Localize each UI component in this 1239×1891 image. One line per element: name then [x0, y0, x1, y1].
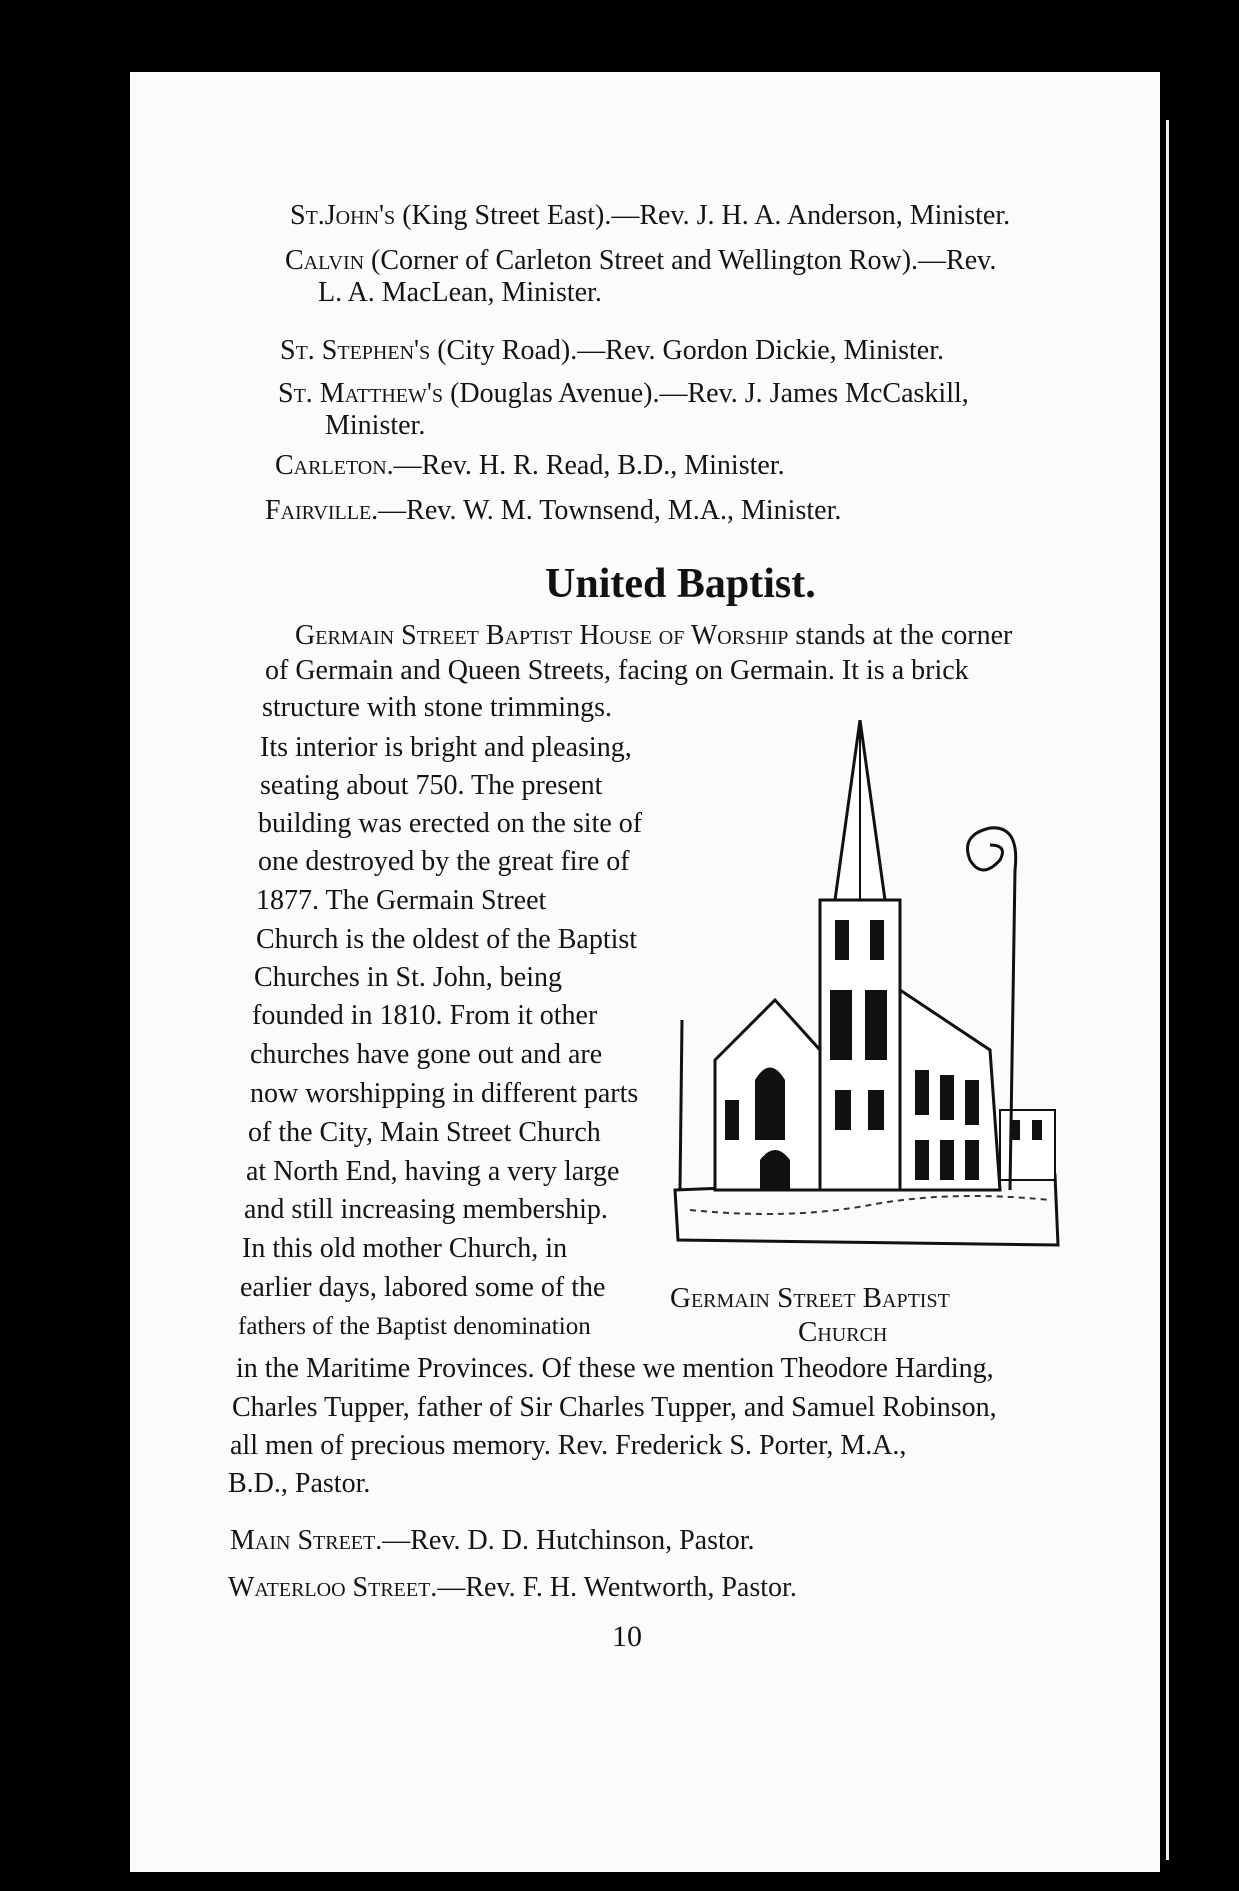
entry-st-johns: St.John's (King Street East).—Rev. J. H. A. Anderson, Minister. — [290, 200, 1011, 231]
intro-line-3: structure with stone trimmings. — [262, 692, 612, 723]
entry-st-stephens: St. Stephen's (City Road).—Rev. Gordon Dickie, Minister. — [280, 335, 944, 366]
column-line: seating about 750. The present — [260, 770, 603, 801]
column-line: one destroyed by the great fire of — [258, 846, 630, 877]
column-line: founded in 1810. From it other — [252, 1000, 598, 1031]
column-line: churches have gone out and are — [250, 1039, 603, 1070]
column-line: building was erected on the site of — [258, 808, 643, 839]
entry-waterloo-street: Waterloo Street.—Rev. F. H. Wentworth, Pastor. — [228, 1572, 797, 1603]
column-line: In this old mother Church, in — [242, 1233, 568, 1264]
section-heading: United Baptist. — [545, 561, 816, 607]
illustration-caption-line-2: Church — [798, 1316, 888, 1348]
entry-calvin-cont: L. A. MacLean, Minister. — [318, 277, 602, 308]
entry-main-street: Main Street.—Rev. D. D. Hutchinson, Pastor. — [230, 1525, 755, 1556]
body-line: all men of precious memory. Rev. Frederick S. Porter, M.A., — [230, 1430, 907, 1461]
intro-line-2: of Germain and Queen Streets, facing on Germain. It is a brick — [265, 655, 969, 686]
entry-st-matthews: St. Matthew's (Douglas Avenue).—Rev. J. James McCaskill, — [278, 378, 969, 409]
column-line: of the City, Main Street Church — [248, 1117, 601, 1148]
illustration-caption-line-1: Germain Street Baptist — [670, 1282, 950, 1314]
column-line: fathers of the Baptist denomination — [238, 1313, 591, 1340]
entry-st-matthews-cont: Minister. — [325, 410, 426, 441]
church-illustration — [670, 720, 1060, 1250]
body-line: in the Maritime Provinces. Of these we mention Theodore Harding, — [236, 1353, 994, 1384]
page-number: 10 — [612, 1620, 642, 1653]
column-line: Church is the oldest of the Baptist — [256, 924, 638, 955]
entry-carleton: Carleton.—Rev. H. R. Read, B.D., Minister. — [275, 450, 785, 481]
column-line: and still increasing membership. — [244, 1194, 608, 1225]
column-line: Churches in St. John, being — [254, 962, 562, 993]
column-line: earlier days, labored some of the — [240, 1272, 606, 1303]
column-line: now worshipping in different parts — [250, 1078, 639, 1109]
body-line: B.D., Pastor. — [228, 1468, 371, 1499]
intro-line-1: Germain Street Baptist House of Worship stands at the corner — [295, 620, 1013, 651]
column-line: Its interior is bright and pleasing, — [260, 732, 632, 763]
page-spine — [1160, 72, 1186, 1872]
entry-calvin: Calvin (Corner of Carleton Street and Wellington Row).—Rev. — [285, 245, 997, 276]
spine-edge — [1166, 120, 1169, 1860]
column-line: at North End, having a very large — [246, 1156, 620, 1187]
body-line: Charles Tupper, father of Sir Charles Tupper, and Samuel Robinson, — [232, 1392, 997, 1423]
column-line: 1877. The Germain Street — [256, 885, 547, 916]
entry-fairville: Fairville.—Rev. W. M. Townsend, M.A., Minister. — [265, 495, 842, 526]
